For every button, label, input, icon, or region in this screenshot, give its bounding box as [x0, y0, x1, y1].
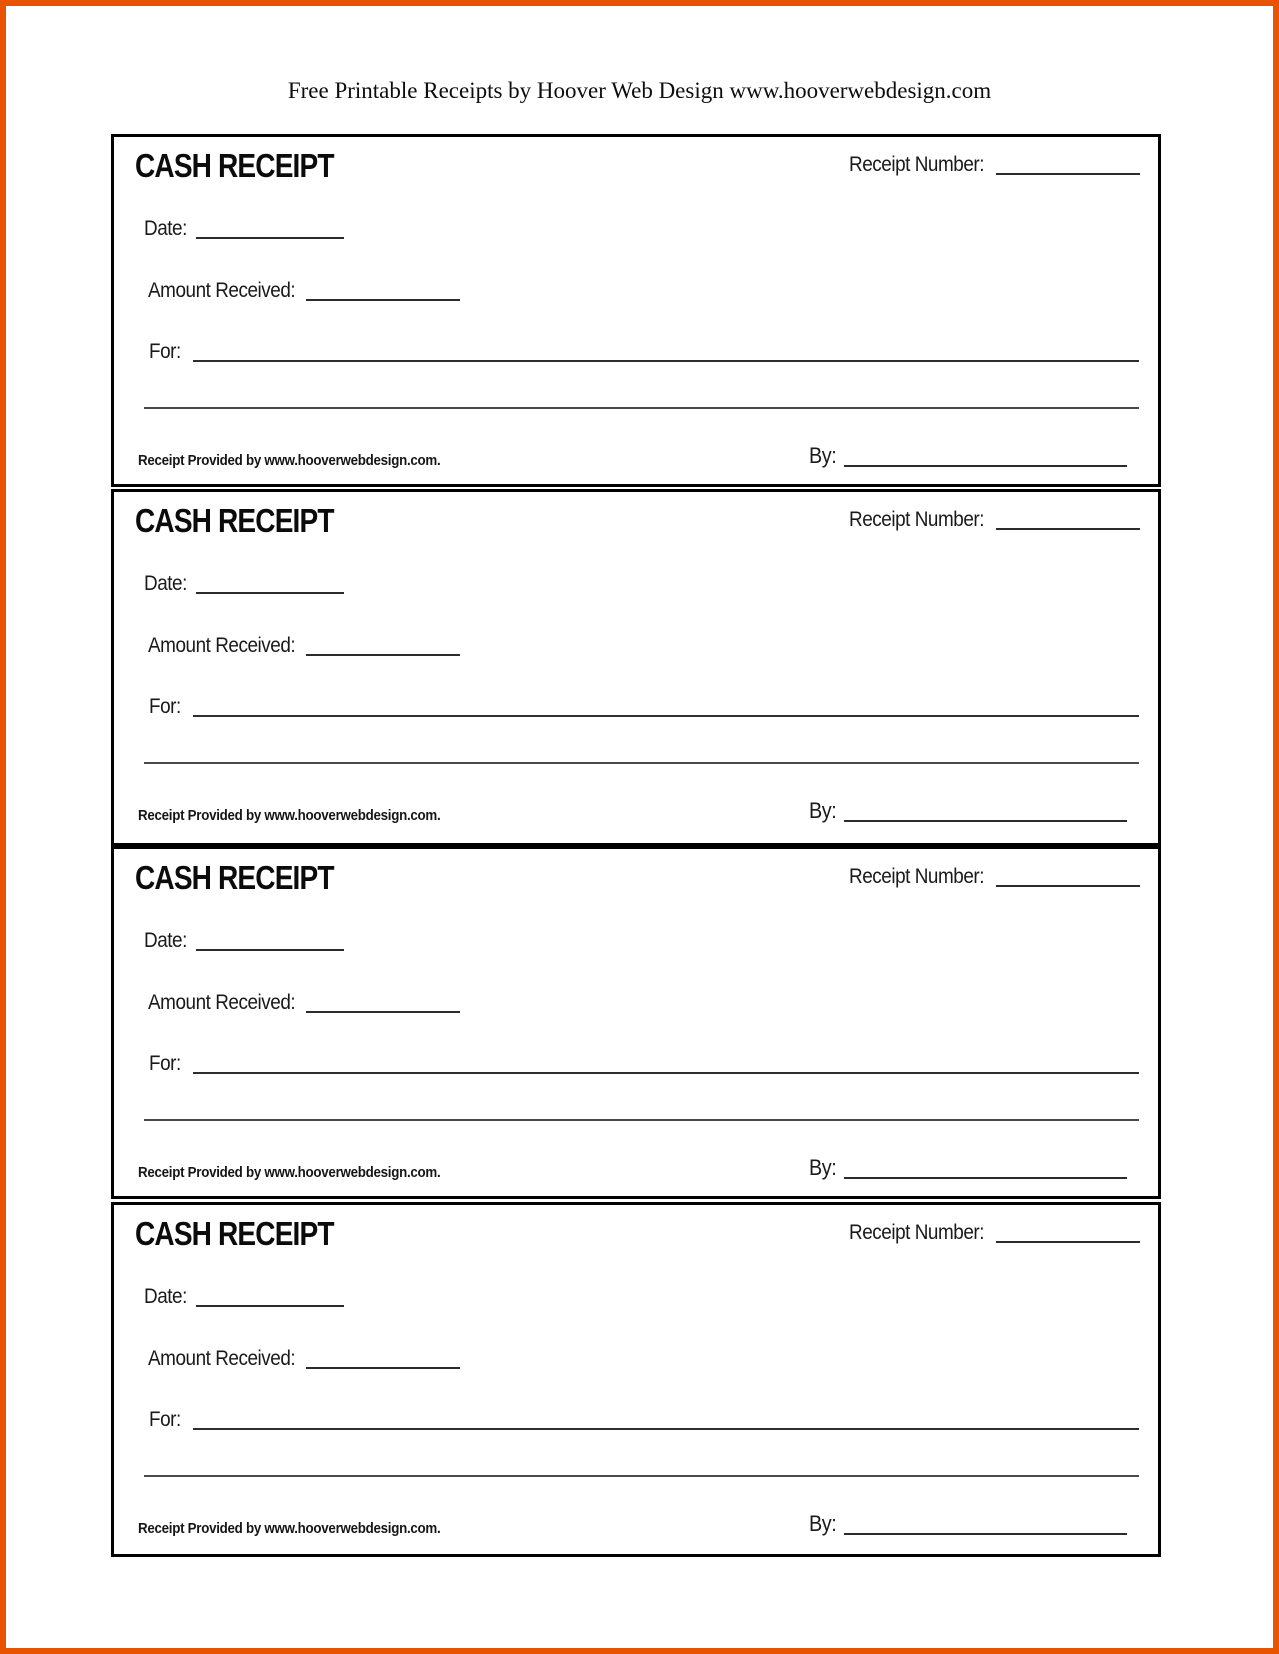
amount-received-blank-line: [306, 277, 460, 301]
description-value: [144, 1097, 1139, 1119]
date-blank-line: [196, 927, 344, 951]
by-value: [844, 441, 1127, 465]
amount-received-blank-line: [306, 632, 460, 656]
cash-receipt-heading: CASH RECEIPT: [135, 1215, 334, 1252]
amount-received-label: Amount Received:: [148, 634, 296, 657]
by-label: By:: [809, 1155, 837, 1180]
by-value: [844, 796, 1127, 820]
cash-receipt-card: [111, 489, 1161, 846]
by-value: [844, 1153, 1127, 1177]
amount-received-value: [306, 989, 460, 1011]
page-title: Free Printable Receipts by Hoover Web Design www.hooverwebdesign.com: [287, 78, 992, 103]
description-value: [144, 385, 1139, 407]
for-blank-line: [193, 1050, 1139, 1074]
cash-receipt-heading: CASH RECEIPT: [135, 147, 334, 184]
by-label: By:: [809, 798, 837, 823]
description-blank-line: [144, 1453, 1139, 1477]
receipt-number-label: Receipt Number:: [849, 865, 985, 888]
receipt-number-value: [996, 151, 1140, 173]
date-label: Date:: [144, 572, 187, 595]
receipt-number-label: Receipt Number:: [849, 1221, 985, 1244]
cash-receipt-heading: CASH RECEIPT: [135, 502, 334, 539]
for-label: For:: [149, 1052, 181, 1075]
description-value: [144, 740, 1139, 762]
for-value: [193, 693, 1139, 715]
by-label: By:: [809, 443, 837, 468]
for-label: For:: [149, 695, 181, 718]
date-value: [196, 927, 344, 949]
receipt-number-blank-line: [996, 151, 1140, 175]
receipt-number-value: [996, 863, 1140, 885]
for-blank-line: [193, 1406, 1139, 1430]
amount-received-blank-line: [306, 1345, 460, 1369]
for-label: For:: [149, 1408, 181, 1431]
date-blank-line: [196, 570, 344, 594]
for-value: [193, 1406, 1139, 1428]
footer-note: Receipt Provided by www.hooverwebdesign.com.: [138, 1521, 441, 1537]
receipt-number-value: [996, 506, 1140, 528]
receipt-number-blank-line: [996, 863, 1140, 887]
receipt-number-blank-line: [996, 1219, 1140, 1243]
date-label: Date:: [144, 929, 187, 952]
for-value: [193, 338, 1139, 360]
description-value: [144, 1453, 1139, 1475]
amount-received-label: Amount Received:: [148, 991, 296, 1014]
receipt-number-label: Receipt Number:: [849, 508, 985, 531]
footer-note: Receipt Provided by www.hooverwebdesign.com.: [138, 453, 441, 469]
by-blank-line: [844, 796, 1127, 822]
receipt-number-label: Receipt Number:: [849, 153, 985, 176]
receipt-number-blank-line: [996, 506, 1140, 530]
date-blank-line: [196, 215, 344, 239]
for-value: [193, 1050, 1139, 1072]
amount-received-blank-line: [306, 989, 460, 1013]
cash-receipt-heading: CASH RECEIPT: [135, 859, 334, 896]
by-label: By:: [809, 1511, 837, 1536]
amount-received-label: Amount Received:: [148, 1347, 296, 1370]
amount-received-value: [306, 632, 460, 654]
amount-received-label: Amount Received:: [148, 279, 296, 302]
cash-receipt-card: [111, 134, 1161, 487]
cash-receipt-card: [111, 846, 1161, 1199]
amount-received-value: [306, 277, 460, 299]
for-label: For:: [149, 340, 181, 363]
date-blank-line: [196, 1283, 344, 1307]
for-blank-line: [193, 693, 1139, 717]
receipt-number-value: [996, 1219, 1140, 1241]
description-blank-line: [144, 385, 1139, 409]
date-label: Date:: [144, 217, 187, 240]
footer-note: Receipt Provided by www.hooverwebdesign.com.: [138, 808, 441, 824]
description-blank-line: [144, 1097, 1139, 1121]
cash-receipt-card: [111, 1202, 1161, 1557]
for-blank-line: [193, 338, 1139, 362]
receipts-container: [6, 6, 1273, 1648]
date-value: [196, 570, 344, 592]
by-blank-line: [844, 1153, 1127, 1179]
by-blank-line: [844, 441, 1127, 467]
description-blank-line: [144, 740, 1139, 764]
by-blank-line: [844, 1509, 1127, 1535]
date-value: [196, 1283, 344, 1305]
date-value: [196, 215, 344, 237]
footer-note: Receipt Provided by www.hooverwebdesign.com.: [138, 1165, 441, 1181]
date-label: Date:: [144, 1285, 187, 1308]
by-value: [844, 1509, 1127, 1533]
amount-received-value: [306, 1345, 460, 1367]
